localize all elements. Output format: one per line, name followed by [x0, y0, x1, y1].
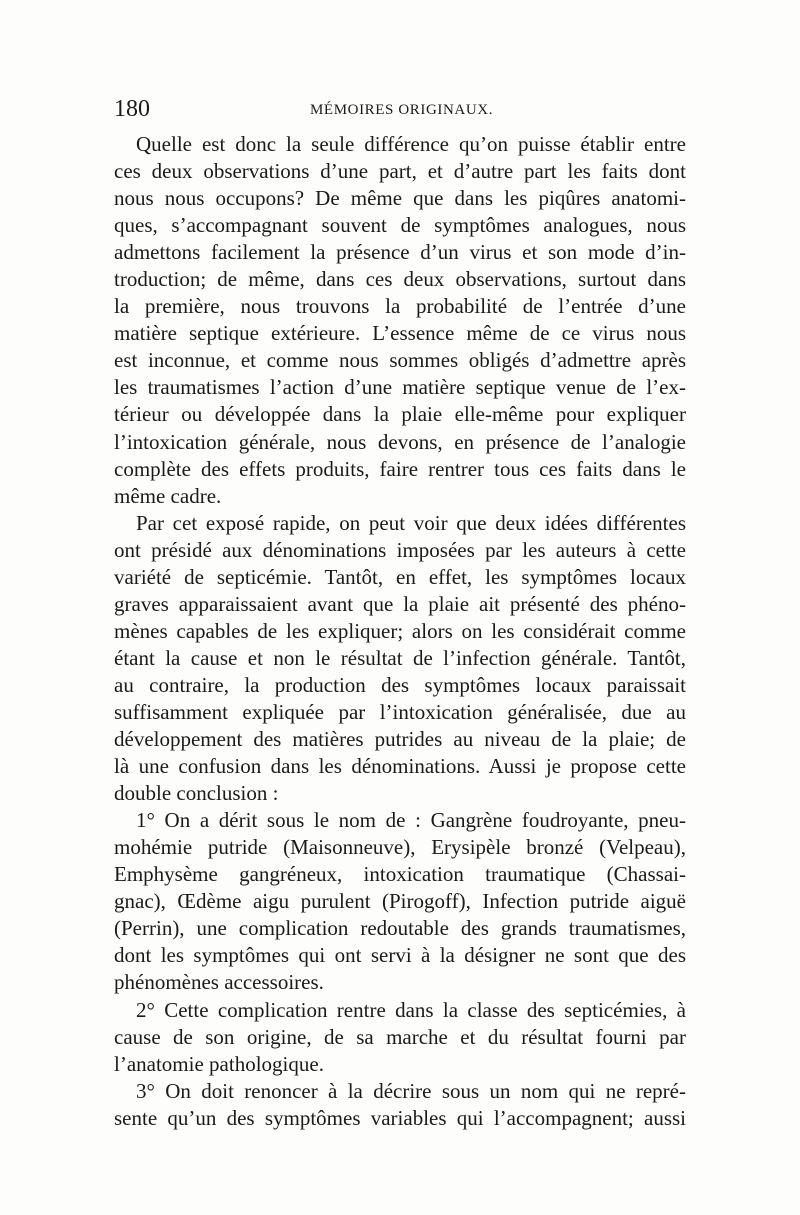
text-line: double conclusion : — [114, 781, 279, 806]
body-text — [114, 131, 686, 1132]
text-line: graves apparaissaient avant que la plaie ait présenté des phéno- — [114, 591, 686, 616]
text-line: développement des matières putrides au niveau de la plaie; de — [114, 727, 686, 752]
text-line: au contraire, la production des symptômes locaux paraissait — [114, 672, 686, 697]
text-line: admettons facilement la présence d’un virus et son mode d’in- — [114, 240, 686, 265]
text-line: mohémie putride (Maisonneuve), Erysipèle bronzé (Velpeau), — [114, 835, 686, 860]
text-line: nous nous occupons? De même que dans les piqûres anatomi- — [114, 186, 686, 211]
text-line: 3° On doit renoncer à la décrire sous un nom qui ne repré- — [136, 1078, 686, 1103]
text-line: l’anatomie pathologique. — [114, 1051, 324, 1076]
text-line: térieur ou développée dans la plaie elle-même pour expliquer — [114, 402, 686, 427]
text-line: ont présidé aux dénominations imposées par les auteurs à cette — [114, 537, 686, 562]
text-line: complète des effets produits, faire rentrer tous ces faits dans le — [114, 456, 686, 481]
page-number: 180 — [114, 96, 150, 122]
page-header — [114, 94, 686, 124]
text-line: là une confusion dans les dénominations. Aussi je propose cette — [114, 754, 686, 779]
text-line: est inconnue, et comme nous sommes obligés d’admettre après — [114, 348, 686, 373]
text-line: (Perrin), une complication redoutable des grands traumatismes, — [114, 916, 686, 941]
text-line: même cadre. — [114, 483, 222, 508]
text-line: variété de septicémie. Tantôt, en effet, les symptômes locaux — [114, 564, 686, 589]
text-line: matière septique extérieure. L’essence même de ce virus nous — [114, 321, 686, 346]
text-line: mènes capables de les expliquer; alors on les considérait comme — [114, 618, 686, 643]
text-line: suffisamment expliquée par l’intoxication généralisée, due au — [114, 699, 686, 724]
text-line: sente qu’un des symptômes variables qui l’accompagnent; aussi — [114, 1105, 686, 1130]
text-line: les traumatismes l’action d’une matière septique venue de l’ex- — [114, 375, 686, 400]
running-head: MÉMOIRES ORIGINAUX. — [310, 102, 494, 118]
text-line: la première, nous trouvons la probabilité de l’entrée d’une — [114, 294, 686, 319]
text-line: Quelle est donc la seule différence qu’on puisse établir entre — [136, 132, 686, 156]
text-line: dont les symptômes qui ont servi à la désigner ne sont que des — [114, 943, 686, 968]
text-line: 1° On a dérit sous le nom de : Gangrène foudroyante, pneu- — [136, 808, 686, 833]
text-line: 2° Cette complication rentre dans la classe des septicémies, à — [136, 997, 686, 1022]
text-line: Emphysème gangréneux, intoxication traumatique (Chassai- — [114, 862, 686, 887]
text-line: étant la cause et non le résultat de l’infection générale. Tantôt, — [114, 645, 686, 670]
text-line: ces deux observations d’une part, et d’autre part les faits dont — [114, 159, 686, 184]
text-line: ques, s’accompagnant souvent de symptômes analogues, nous — [114, 213, 686, 238]
text-line: gnac), Œdème aigu purulent (Pirogoff), Infection putride aiguë — [114, 889, 686, 914]
text-line: troduction; de même, dans ces deux observations, surtout dans — [114, 267, 686, 292]
text-line: cause de son origine, de sa marche et du résultat fourni par — [114, 1024, 686, 1049]
text-line: Par cet exposé rapide, on peut voir que deux idées différentes — [136, 510, 686, 535]
text-line: l’intoxication générale, nous devons, en présence de l’analogie — [114, 429, 686, 454]
text-line: phénomènes accessoires. — [114, 970, 324, 995]
